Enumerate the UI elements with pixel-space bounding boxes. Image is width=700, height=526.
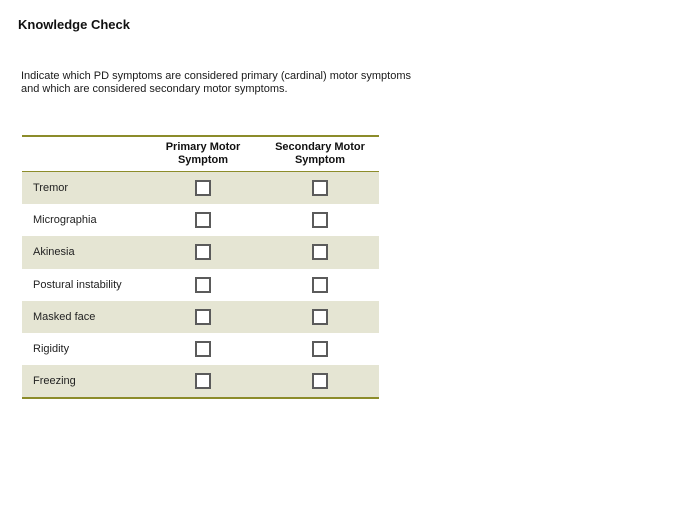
primary-checkbox[interactable] (195, 244, 211, 260)
row-label: Freezing (33, 375, 76, 388)
table-row (22, 301, 379, 333)
table-row (22, 269, 379, 301)
matrix-header (22, 137, 379, 172)
secondary-checkbox[interactable] (312, 277, 328, 293)
secondary-checkbox[interactable] (312, 309, 328, 325)
secondary-checkbox[interactable] (312, 212, 328, 228)
instructions-line-1: Indicate which PD symptoms are considered primary (cardinal) motor symptoms (21, 70, 412, 82)
secondary-cell (261, 212, 379, 228)
primary-checkbox[interactable] (195, 341, 211, 357)
secondary-checkbox[interactable] (312, 373, 328, 389)
instructions-line-2: and which are considered secondary motor symptoms. (21, 83, 288, 95)
primary-checkbox[interactable] (195, 277, 211, 293)
primary-checkbox[interactable] (195, 309, 211, 325)
table-row (22, 365, 379, 397)
secondary-cell (261, 309, 379, 325)
table-row (22, 236, 379, 268)
table-row (22, 333, 379, 365)
secondary-cell (261, 180, 379, 196)
secondary-checkbox[interactable] (312, 341, 328, 357)
primary-cell (145, 373, 261, 389)
secondary-cell (261, 373, 379, 389)
page-title: Knowledge Check (18, 17, 130, 32)
primary-checkbox[interactable] (195, 180, 211, 196)
secondary-cell (261, 341, 379, 357)
symptom-matrix (22, 135, 379, 399)
primary-cell (145, 244, 261, 260)
header-primary-line-1: Primary Motor (165, 141, 241, 153)
secondary-cell (261, 244, 379, 260)
header-secondary-line-2: Symptom (294, 154, 346, 166)
row-label: Rigidity (33, 343, 70, 356)
primary-checkbox[interactable] (195, 212, 211, 228)
primary-cell (145, 341, 261, 357)
primary-cell (145, 212, 261, 228)
row-label: Tremor (33, 182, 69, 195)
primary-cell (145, 277, 261, 293)
row-label: Postural instability (33, 278, 122, 291)
secondary-cell (261, 277, 379, 293)
row-label: Masked face (33, 310, 96, 323)
secondary-checkbox[interactable] (312, 244, 328, 260)
header-primary-motor (145, 141, 261, 167)
row-label: Micrographia (33, 214, 97, 227)
header-secondary-line-1: Secondary Motor (275, 141, 365, 153)
primary-cell (145, 309, 261, 325)
table-row (22, 172, 379, 204)
instructions-text (21, 70, 451, 96)
row-label: Akinesia (33, 246, 75, 259)
primary-checkbox[interactable] (195, 373, 211, 389)
table-row (22, 204, 379, 236)
header-primary-line-2: Symptom (177, 154, 229, 166)
primary-cell (145, 180, 261, 196)
header-secondary-motor (261, 141, 379, 167)
secondary-checkbox[interactable] (312, 180, 328, 196)
